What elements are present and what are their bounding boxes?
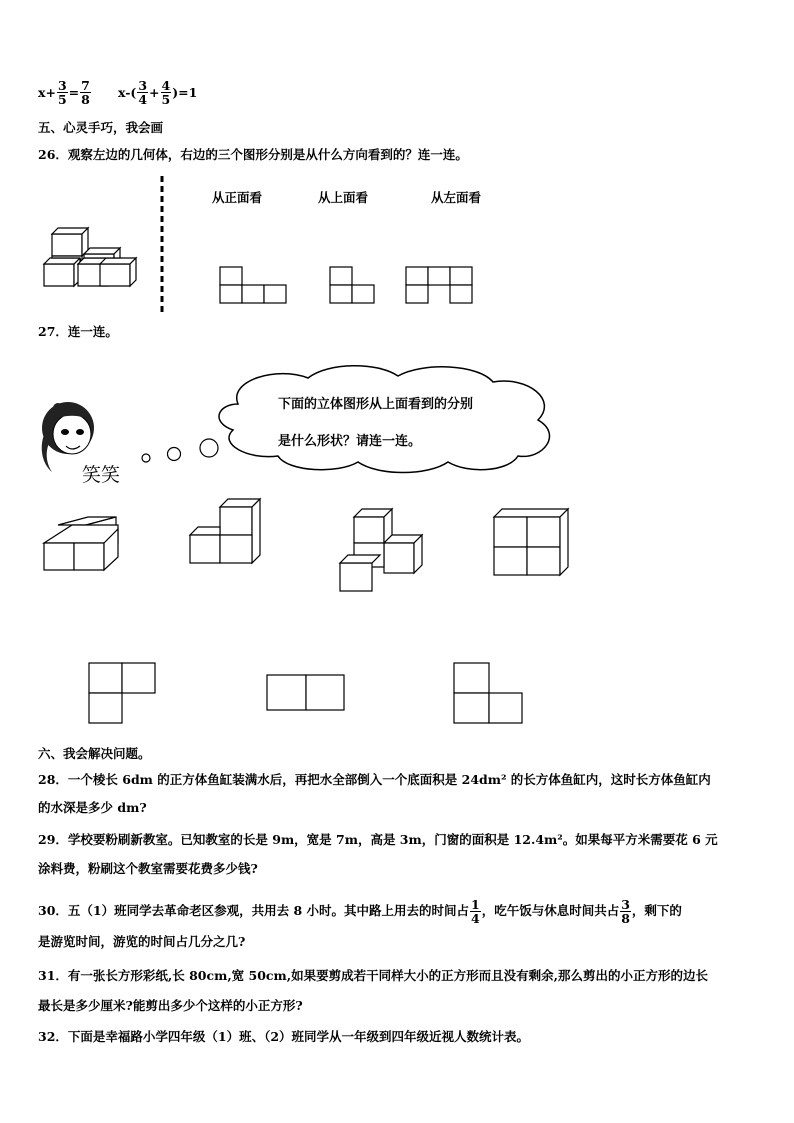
top-view-c: [454, 663, 522, 723]
q27-solids: [38, 495, 598, 605]
fraction: $\frac{3}{4}$: [138, 78, 148, 107]
q28-line1: 28．一个棱长 6dm 的正方体鱼缸装满水后，再把水全部倒入一个底面积是 24dm² 的长方体鱼缸内，这时长方体鱼缸内: [38, 772, 711, 787]
fraction: $\frac{1}{4}$: [471, 897, 480, 926]
fraction: $\frac{7}{8}$: [81, 78, 90, 107]
section-6-heading: 六、我会解决问题。: [38, 746, 151, 761]
q30-line2: 是游览时间，游览的时间占几分之几?: [38, 934, 246, 949]
q32-line1: 32．下面是幸福路小学四年级（1）班、（2）班同学从一年级到四年级近视人数统计表。: [38, 1029, 530, 1044]
q29-line2: 涂料费，粉刷这个教室需要花费多少钱?: [38, 861, 258, 876]
solid-d: [494, 509, 568, 575]
solid-a: [44, 517, 118, 570]
view-label-left: 从左面看: [431, 190, 482, 205]
bubble-line-1: 下面的立体图形从上面看到的分别: [278, 397, 474, 412]
view-label-front: 从正面看: [212, 190, 263, 205]
equation-1: x+ $\frac{3}{5}$ = $\frac{7}{8}$: [38, 78, 90, 107]
view-label-top: 从上面看: [318, 190, 369, 205]
q30-line1: 30．五（1）班同学去革命老区参观，共用去 8 小时。其中路上用去的时间占 $\frac{1}{4}$ ，吃午饭与休息时间共占 $\frac{3}{8}$ ，剩下的: [38, 897, 682, 926]
q26-figures: [38, 170, 758, 320]
character-name: 笑笑: [82, 464, 121, 486]
solid-b: [190, 499, 260, 563]
top-view-b: [267, 675, 344, 710]
thought-cloud: [219, 366, 549, 473]
question-27-text: 27．连一连。: [38, 324, 118, 339]
question-26-text: 26．观察左边的几何体，右边的三个图形分别是从什么方向看到的？连一连。: [38, 147, 468, 162]
q27-top-views: [38, 655, 558, 735]
solid-c: [340, 509, 422, 591]
q26-solid: [44, 228, 136, 286]
top-view-a: [89, 663, 155, 723]
q31-line1: 31．有一张长方形彩纸,长 80cm,宽 50cm,如果要剪成若干同样大小的正方形而且没有剩余,那么剪出的小正方形的边长: [38, 968, 708, 983]
bubble-line-2: 是什么形状？请连一连。: [278, 434, 422, 449]
q26-view-front-shape: [220, 267, 286, 303]
q29-line1: 29．学校要粉刷新教室。已知教室的长是 9m，宽是 7m，高是 3m，门窗的面积是 12.4m²。如果每平方米需要花 6 元: [38, 832, 718, 847]
fraction: $\frac{4}{5}$: [161, 78, 171, 107]
q31-line2: 最长是多少厘米?能剪出多少个这样的小正方形?: [38, 998, 303, 1013]
section-5-heading: 五、心灵手巧，我会画: [38, 120, 164, 135]
q26-view-left-shape: [406, 267, 472, 303]
fraction: $\frac{3}{5}$: [57, 78, 67, 107]
q28-line2: 的水深是多少 dm?: [38, 800, 147, 815]
equation-2: x-( $\frac{3}{4}$ + $\frac{4}{5}$ )=1: [118, 78, 198, 107]
q26-view-top-shape: [330, 267, 374, 303]
fraction: $\frac{3}{8}$: [621, 897, 630, 926]
